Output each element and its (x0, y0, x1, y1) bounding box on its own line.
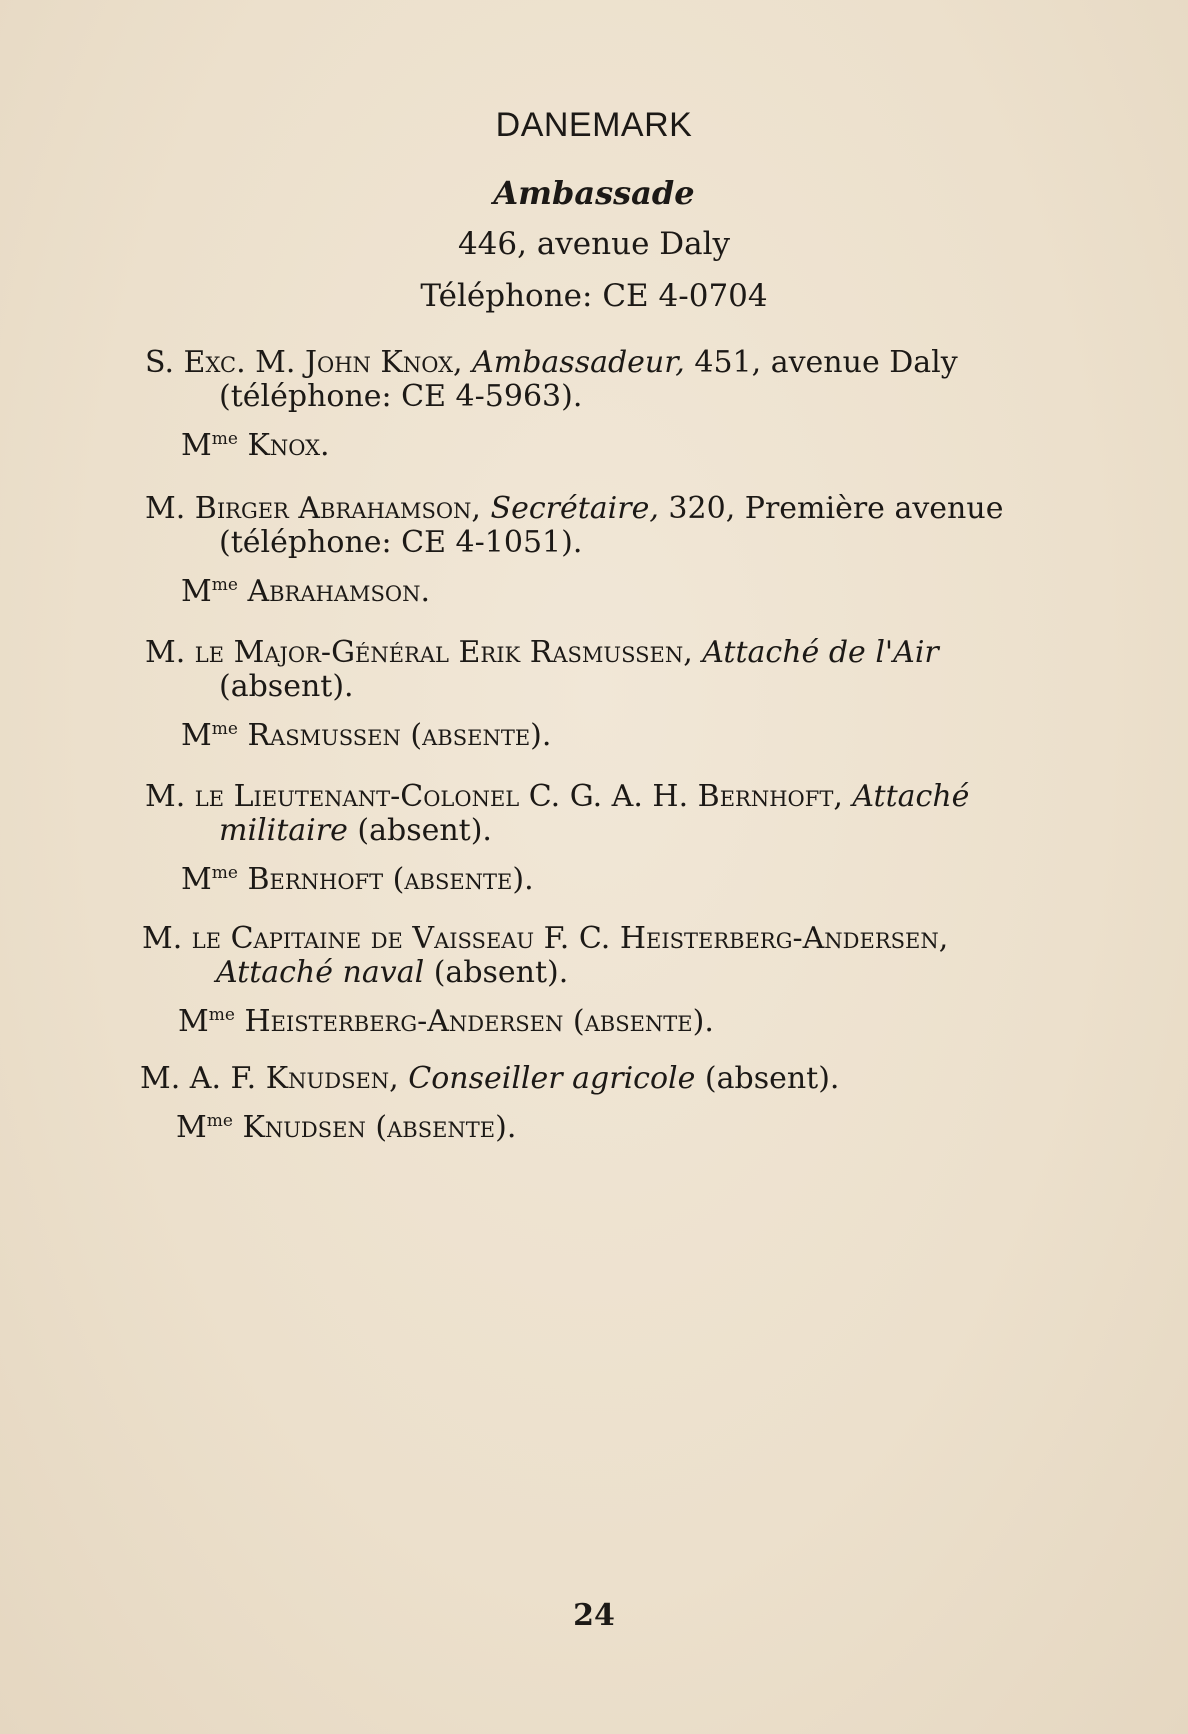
entry-name: M. A. F. Knudsen, (140, 1061, 409, 1096)
list-item (142, 922, 1057, 1039)
page-number: 24 (573, 1598, 615, 1633)
spouse-honorific: M (181, 574, 212, 609)
entry-title: Attaché militaire (219, 779, 970, 848)
entry-name: M. le Major-Général Erik Rasmussen, (145, 635, 703, 670)
country-heading: DANEMARK (495, 106, 693, 144)
list-item (145, 492, 1060, 609)
spouse-name: Bernhoft (absente). (237, 862, 534, 897)
entry-spouse (181, 856, 1060, 897)
list-item (140, 1062, 1055, 1145)
spouse-honorific-sup: me (211, 429, 238, 449)
spouse-name: Knudsen (absente). (232, 1110, 517, 1145)
spouse-honorific: M (181, 718, 212, 753)
entry-title: Attaché naval (216, 955, 425, 990)
entry-title: Conseiller agricole (408, 1061, 696, 1096)
spouse-honorific: M (181, 862, 212, 897)
entry-main (145, 636, 1060, 704)
spouse-honorific: M (178, 1004, 209, 1039)
entry-main (142, 922, 1057, 990)
entry-title: Attaché de l'Air (702, 635, 939, 670)
spouse-honorific-sup: me (211, 863, 238, 883)
list-item (145, 780, 1060, 897)
list-item (145, 346, 1060, 463)
entry-details: (absent). (219, 669, 354, 704)
entry-details: (absent). (695, 1061, 840, 1096)
embassy-phone: Téléphone: CE 4-0704 (420, 278, 768, 314)
entry-name: M. le Lieutenant-Colonel C. G. A. H. Bernhoft, (145, 779, 853, 814)
entry-spouse (178, 998, 1057, 1039)
entry-main (145, 346, 1060, 414)
embassy-address: 446, avenue Daly (457, 226, 731, 262)
entry-main (140, 1062, 1055, 1096)
entry-name: S. Exc. M. John Knox, (145, 345, 473, 380)
entry-details: 451, avenue Daly (téléphone: CE 4-5963). (219, 345, 958, 414)
entry-spouse (176, 1104, 1055, 1145)
entry-spouse (181, 568, 1060, 609)
entry-details: 320, Première avenue (téléphone: CE 4-1051). (219, 491, 1004, 560)
spouse-honorific-sup: me (206, 1111, 233, 1131)
spouse-name: Knox. (237, 428, 330, 463)
spouse-honorific-sup: me (208, 1005, 235, 1025)
spouse-name: Rasmussen (absente). (237, 718, 552, 753)
spouse-name: Heisterberg-Andersen (absente). (234, 1004, 714, 1039)
entry-details: (absent). (347, 813, 492, 848)
list-item (145, 636, 1060, 753)
entry-spouse (181, 422, 1060, 463)
entry-title: Secrétaire, (490, 491, 659, 526)
entry-main (145, 780, 1060, 848)
entry-name: M. Birger Abrahamson, (145, 491, 491, 526)
entry-main (145, 492, 1060, 560)
entry-title: Ambassadeur, (472, 345, 685, 380)
spouse-honorific-sup: me (211, 575, 238, 595)
spouse-honorific: M (176, 1110, 207, 1145)
spouse-honorific: M (181, 428, 212, 463)
entry-name: M. le Capitaine de Vaisseau F. C. Heisterberg-Andersen, (142, 921, 949, 956)
spouse-name: Abrahamson. (237, 574, 431, 609)
entry-spouse (181, 712, 1060, 753)
spouse-honorific-sup: me (211, 719, 238, 739)
entry-details: (absent). (424, 955, 569, 990)
section-heading: Ambassade (493, 174, 695, 212)
